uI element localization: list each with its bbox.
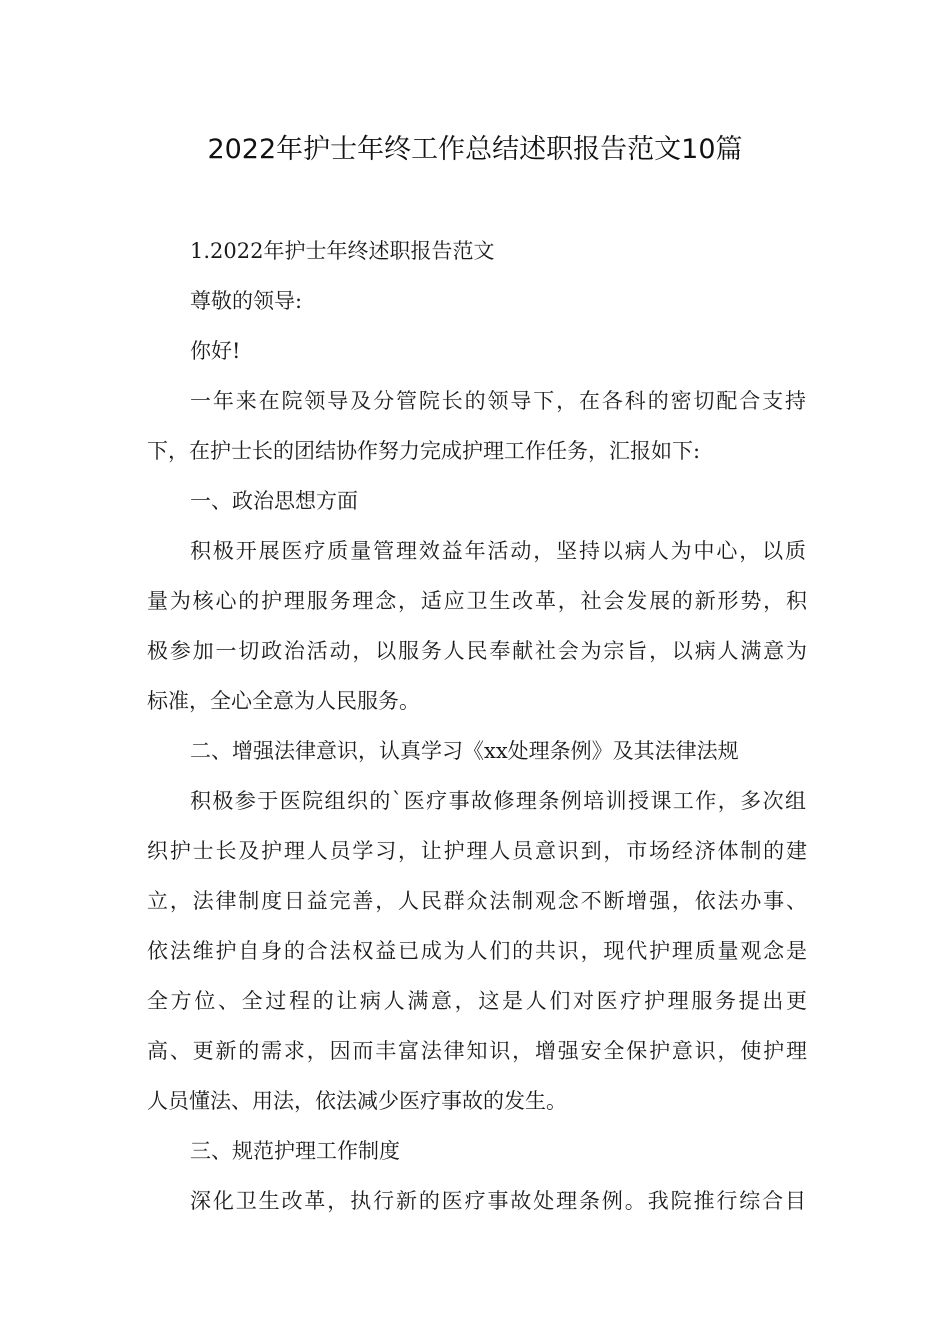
section-heading: 三、规范护理工作制度 (190, 1139, 400, 1163)
section-heading: 1.2022年护士年终述职报告范文 (190, 239, 495, 263)
paragraph-line: 下，在护士长的团结协作努力完成护理工作任务，汇报如下: (147, 439, 701, 463)
paragraph-line: 人员懂法、用法，依法减少医疗事故的发生。 (147, 1089, 567, 1113)
greeting: 你好! (190, 339, 241, 363)
paragraph-line: 立，法律制度日益完善，人民群众法制观念不断增强，依法办事、 (147, 889, 807, 913)
paragraph-line: 标准，全心全意为人民服务。 (147, 689, 420, 713)
paragraph-line: 高、更新的需求，因而丰富法律知识，增强安全保护意识，使护理 (147, 1039, 807, 1063)
section-heading: 二、增强法律意识，认真学习《xx处理条例》及其法律法规 (190, 739, 739, 763)
paragraph-line: 全方位、全过程的让病人满意，这是人们对医疗护理服务提出更 (147, 989, 807, 1013)
paragraph-line: 积极参于医院组织的`医疗事故修理条例培训授课工作，多次组 (190, 789, 806, 813)
paragraph-line: 量为核心的护理服务理念，适应卫生改革，社会发展的新形势，积 (147, 589, 807, 613)
salutation: 尊敬的领导: (190, 289, 303, 313)
paragraph-line: 织护士长及护理人员学习，让护理人员意识到，市场经济体制的建 (147, 839, 807, 863)
paragraph-line: 积极开展医疗质量管理效益年活动，坚持以病人为中心，以质 (190, 539, 806, 563)
document-title: 2022年护士年终工作总结述职报告范文10篇 (207, 134, 743, 165)
paragraph-line: 深化卫生改革，执行新的医疗事故处理条例。我院推行综合目 (190, 1189, 806, 1213)
paragraph-line: 一年来在院领导及分管院长的领导下，在各科的密切配合支持 (190, 389, 806, 413)
paragraph-line: 极参加一切政治活动，以服务人民奉献社会为宗旨，以病人满意为 (147, 639, 807, 663)
section-heading: 一、政治思想方面 (190, 489, 358, 513)
paragraph-line: 依法维护自身的合法权益已成为人们的共识，现代护理质量观念是 (147, 939, 807, 963)
